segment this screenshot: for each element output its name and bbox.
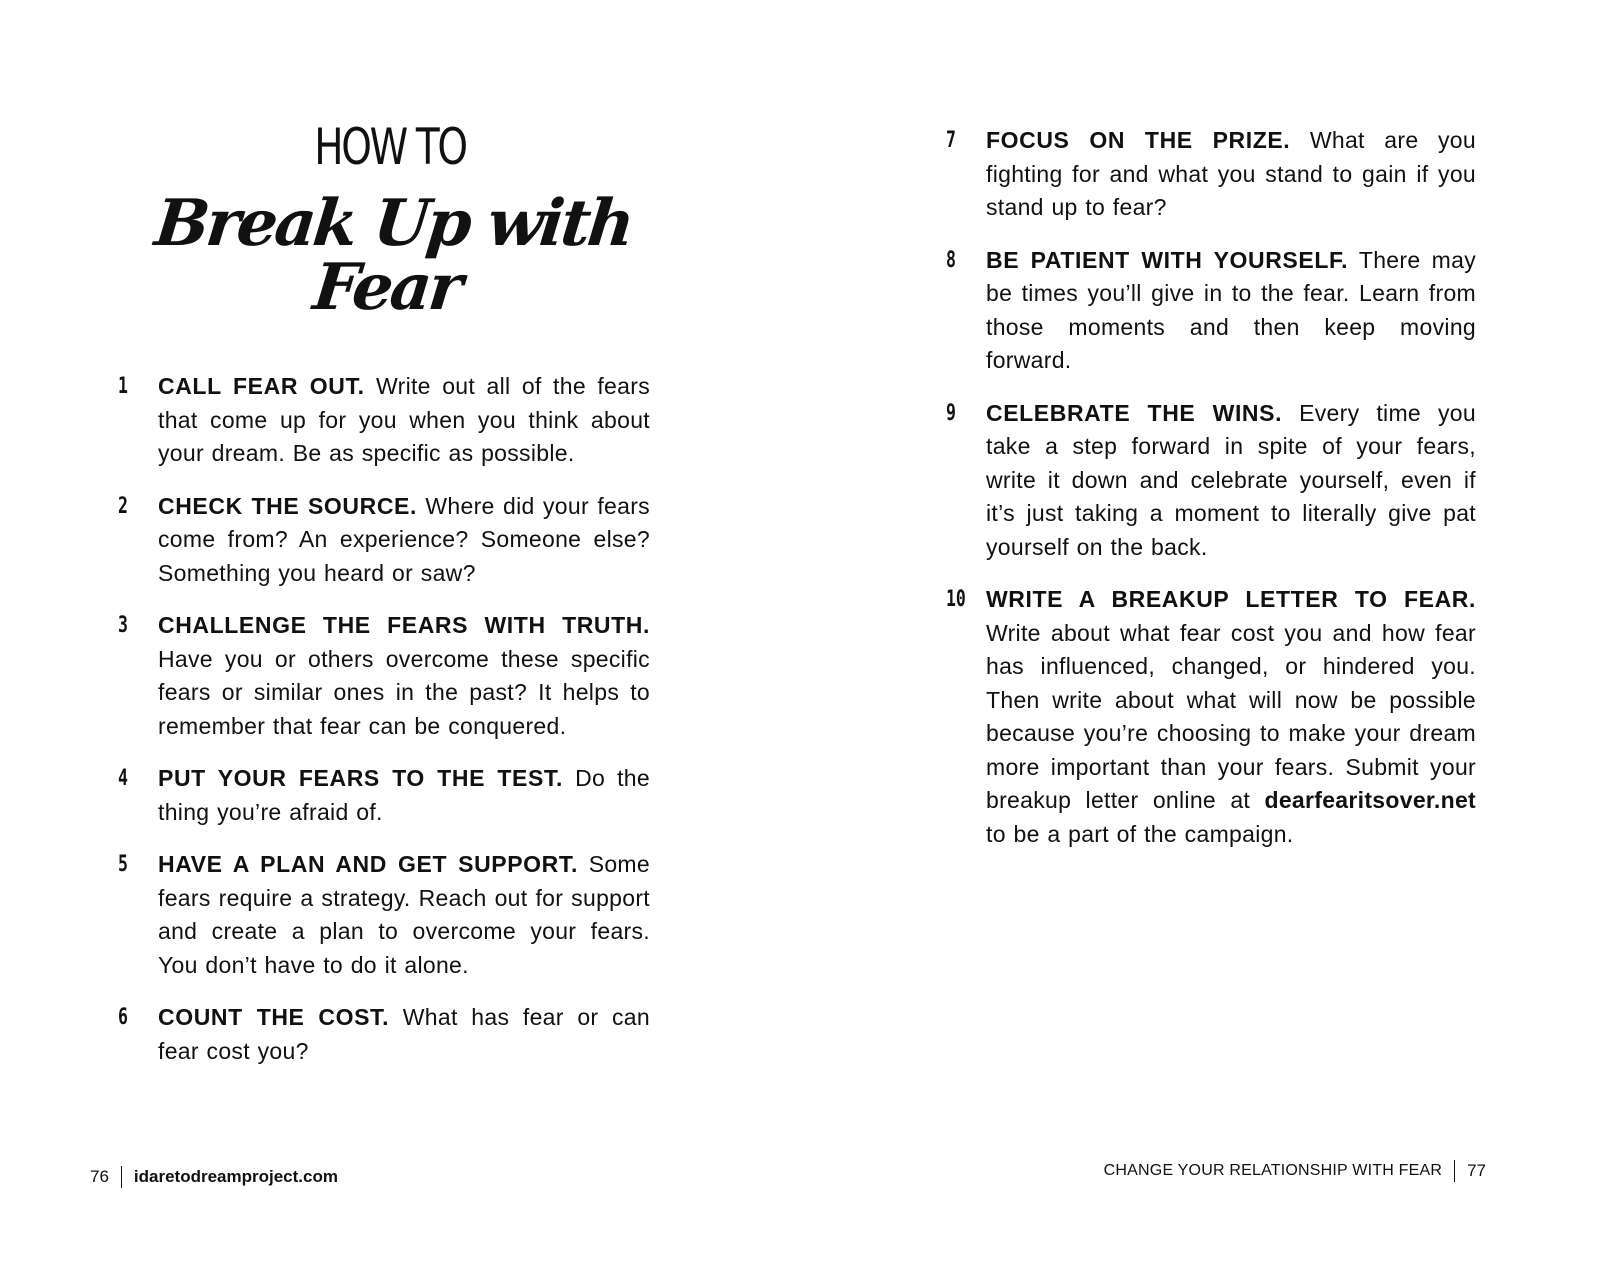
tip-number: 2 (118, 493, 128, 519)
tip-body (158, 848, 650, 982)
footer-divider (121, 1166, 122, 1188)
tip-body (158, 370, 650, 471)
tip-title: FOCUS ON THE PRIZE. (986, 127, 1291, 153)
tip-item (946, 397, 1476, 565)
section-title: CHANGE YOUR RELATIONSHIP WITH FEAR (1103, 1162, 1443, 1179)
tip-body (158, 609, 650, 743)
tip-title: WRITE A BREAKUP LETTER TO FEAR. (986, 586, 1476, 612)
campaign-link[interactable]: dearfearitsover.net (1264, 787, 1476, 813)
tip-number: 6 (118, 1005, 128, 1030)
tip-text-after: to be a part of the campaign. (986, 820, 1294, 847)
tip-text: Where did your fears come from? An experience? Someone else? Something you heard or saw? (158, 492, 650, 586)
tip-item (118, 1001, 650, 1068)
tip-number: 7 (946, 128, 956, 153)
tip-title: BE PATIENT WITH YOURSELF. (986, 246, 1349, 273)
tip-number: 3 (118, 613, 128, 638)
footer-website-link[interactable]: idaretodreamproject.com (133, 1167, 338, 1186)
tip-number: 8 (946, 247, 956, 273)
tip-text: What are you fighting for and what you stand to gain if you stand up to fear? (986, 127, 1476, 220)
tip-body (986, 244, 1476, 378)
tips-list-right (946, 124, 1476, 870)
tip-body (986, 583, 1476, 851)
tip-item (118, 609, 650, 743)
tip-item (118, 762, 650, 829)
tip-text: Write out all of the fears that come up for you when you think about your dream. Be as specific as possible. (158, 373, 650, 466)
tip-number: 9 (946, 400, 956, 426)
tip-body (986, 397, 1476, 565)
tip-text: There may be times you’ll give in to the fear. Learn from those moments and then keep moving forward. (986, 246, 1476, 373)
tip-text: Have you or others overcome these specific fears or similar ones in the past? It helps to remember that fear can be conquered. (158, 645, 650, 739)
page-number-left: 76 (90, 1167, 109, 1186)
tip-text: Some fears require a strategy. Reach out for support and create a plan to overcome your fears. You don’t have to do it alone. (158, 851, 650, 978)
tips-list-left (118, 370, 650, 1087)
tip-item (118, 490, 650, 591)
footer-divider (1454, 1160, 1455, 1182)
tip-body (158, 762, 650, 829)
heading-how-to: HOW TO (314, 118, 466, 176)
tip-title: CHALLENGE THE FEARS WITH TRUTH. (158, 612, 650, 638)
tip-text: Every time you take a step forward in spite of your fears, write it down and celebrate yourself, even if it’s just taking a moment to literally give pat yourself on the back. (986, 399, 1476, 560)
tip-text: Write about what fear cost you and how fear has influenced, changed, or hindered you. Then write about what will now be possible because you’re choosing to make your dream more important than your fears. Submit your breakup letter online at (986, 619, 1476, 813)
tip-title: PUT YOUR FEARS TO THE TEST. (158, 765, 564, 791)
tip-text: Do the thing you’re afraid of. (158, 765, 650, 825)
tip-body (158, 490, 650, 591)
right-page (800, 0, 1600, 1279)
footer-left (90, 1166, 338, 1188)
tip-body (158, 1001, 650, 1068)
tip-title: HAVE A PLAN AND GET SUPPORT. (158, 851, 578, 877)
tip-title: COUNT THE COST. (158, 1004, 390, 1030)
tip-item (946, 244, 1476, 378)
tip-number: 1 (118, 374, 128, 399)
heading-title: Break Up with Fear (151, 186, 636, 325)
tip-item (118, 370, 650, 471)
footer-right (1104, 1160, 1486, 1182)
tip-body (986, 124, 1476, 225)
tip-text: What has fear or can fear cost you? (158, 1004, 650, 1064)
page-number-right: 77 (1467, 1161, 1486, 1180)
tip-number: 5 (118, 852, 128, 877)
tip-item (946, 583, 1476, 851)
tip-item (946, 124, 1476, 225)
tip-number: 4 (118, 766, 128, 791)
tip-item (118, 848, 650, 982)
tip-number: 10 (946, 587, 966, 612)
tip-title: CELEBRATE THE WINS. (986, 399, 1283, 426)
tip-title: CALL FEAR OUT. (158, 373, 365, 399)
tip-title: CHECK THE SOURCE. (158, 492, 417, 519)
